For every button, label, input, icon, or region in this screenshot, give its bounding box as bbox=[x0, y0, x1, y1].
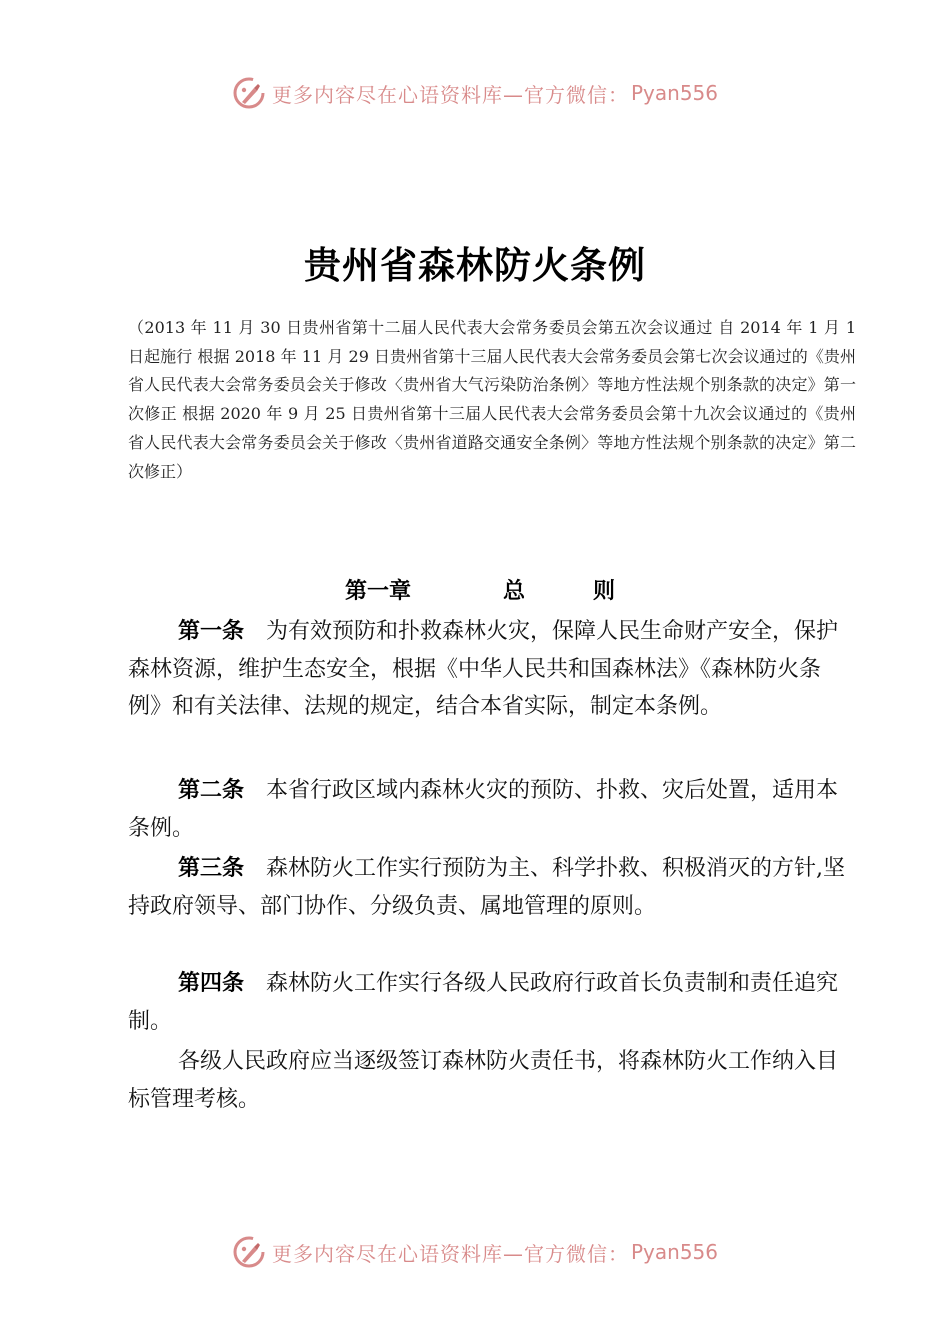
pen-logo-icon bbox=[232, 1235, 266, 1269]
watermark-header bbox=[0, 73, 950, 113]
chapter-name-part-1: 总 bbox=[503, 579, 526, 604]
article-number: 第三条 bbox=[178, 856, 245, 881]
article-text: 本省行政区域内森林火灾的预防、扑救、灾后处置，适用本条例。 bbox=[128, 778, 839, 841]
watermark-wechat-id: Pyan556 bbox=[630, 1240, 718, 1264]
chapter-heading bbox=[345, 574, 615, 605]
pen-logo-icon bbox=[232, 76, 266, 110]
article-4-paragraph-2 bbox=[128, 1043, 848, 1118]
watermark-text: 更多内容尽在心语资料库—官方微信： bbox=[271, 1241, 629, 1266]
article-number: 第四条 bbox=[178, 971, 245, 996]
article-text: 森林防火工作实行各级人民政府行政首长负责制和责任追究制。 bbox=[128, 971, 839, 1034]
preamble-text: （2013 年 11 月 30 日贵州省第十二届人民代表大会常务委员会第五次会议通过 自 2014 年 1 月 1 日起施行 根据 2018 年 11 月 29 日贵州省第十三届人民代表大会常务委员会第七次会议通过的《贵州省人民代表大会常务委员会关于修改〈贵州省大气污染防治条例〉等地方性法规个别条款的决定》第一次修正 根据 2020 年 9 月 25 日贵州省第十三届人民代表大会常务委员会第十九次会议通过的《贵州省人民代表大会常务委员会关于修改〈贵州省道路交通安全条例〉等地方性法规个别条款的决定》第二次修正） bbox=[128, 318, 856, 481]
chapter-name-part-2: 则 bbox=[593, 579, 616, 604]
article-number: 第一条 bbox=[178, 619, 245, 644]
article-3 bbox=[128, 850, 848, 925]
article-number: 第二条 bbox=[178, 778, 245, 803]
article-2 bbox=[128, 772, 848, 847]
article-text: 森林防火工作实行预防为主、科学扑救、积极消灭的方针,坚持政府领导、部门协作、分级负责、属地管理的原则。 bbox=[128, 856, 846, 919]
article-text: 各级人民政府应当逐级签订森林防火责任书，将森林防火工作纳入目标管理考核。 bbox=[128, 1049, 839, 1112]
article-text: 为有效预防和扑救森林火灾，保障人民生命财产安全，保护森林资源，维护生态安全，根据《中华人民共和国森林法》《森林防火条例》和有关法律、法规的规定，结合本省实际，制定本条例。 bbox=[128, 619, 839, 719]
document-title: 贵州省森林防火条例 bbox=[304, 244, 646, 287]
article-4 bbox=[128, 965, 848, 1040]
chapter-number: 第一章 bbox=[345, 579, 412, 604]
article-1 bbox=[128, 613, 848, 726]
watermark-wechat-id: Pyan556 bbox=[630, 81, 718, 105]
watermark-footer bbox=[0, 1232, 950, 1272]
watermark-text: 更多内容尽在心语资料库—官方微信： bbox=[271, 82, 629, 107]
